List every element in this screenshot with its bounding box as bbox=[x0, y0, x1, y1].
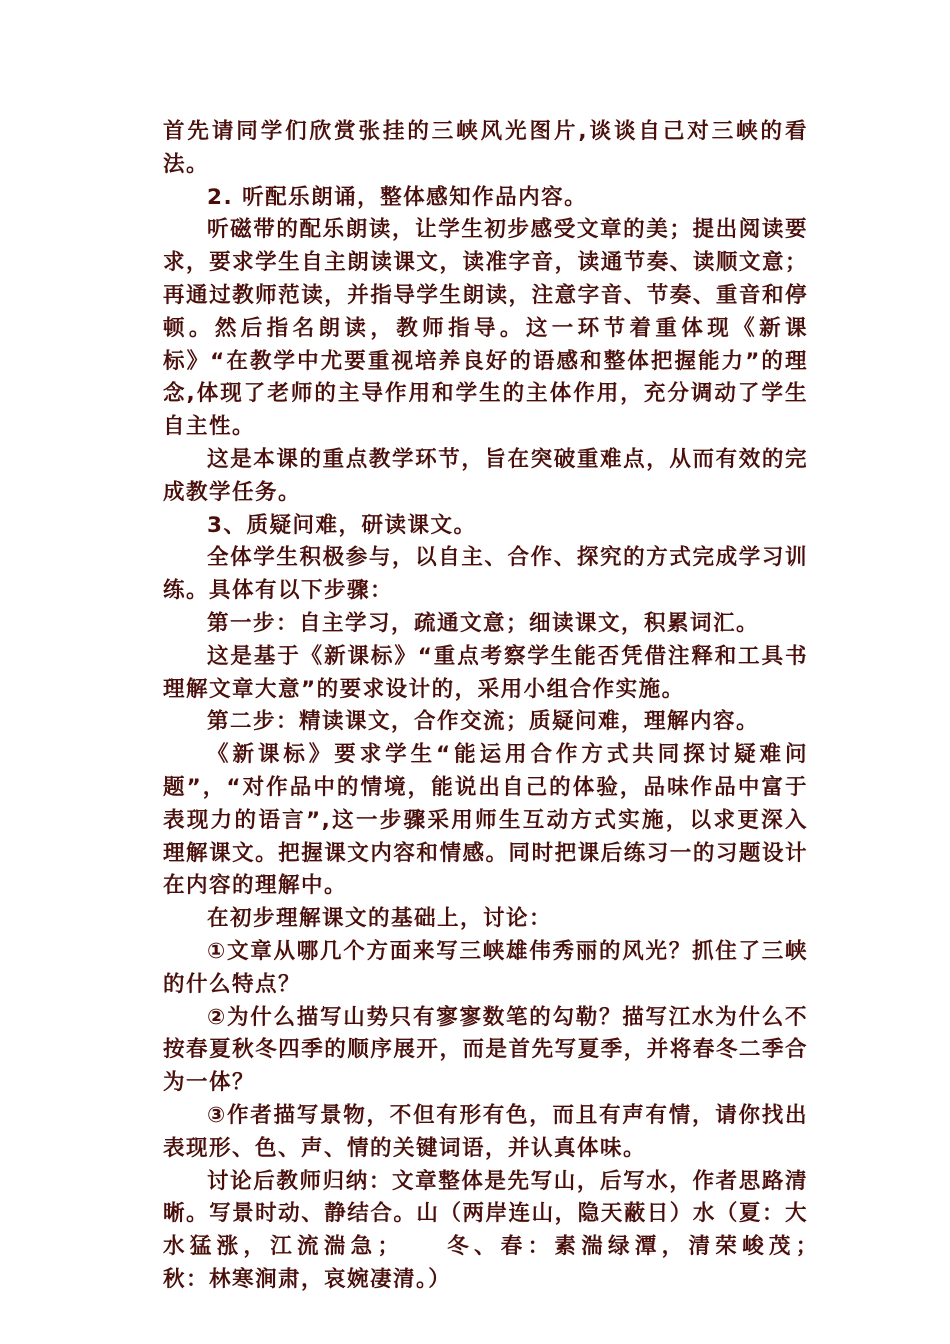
paragraph: 3、质疑问难，研读课文。 bbox=[207, 512, 477, 538]
paragraph: 首先请同学们欣赏张挂的三峡风光图片,谈谈自己对三峡的看法。 bbox=[163, 119, 808, 177]
body-text bbox=[163, 116, 855, 1297]
paragraph: 2. 听配乐朗诵，整体感知作品内容。 bbox=[207, 184, 588, 210]
paragraph: 这是本课的重点教学环节，旨在突破重难点，从而有效的完成教学任务。 bbox=[163, 446, 808, 505]
paragraph: ③作者描写景物，不但有形有色，而且有声有情，请你找出表现形、色、声、情的关键词语，并认真体味。 bbox=[163, 1102, 808, 1161]
paragraph: 第二步：精读课文，合作交流；质疑问难，理解内容。 bbox=[207, 709, 760, 735]
paragraph: 这是基于《新课标》“重点考察学生能否凭借注释和工具书理解文章大意”的要求设计的，采用小组合作实施。 bbox=[163, 643, 808, 702]
paragraph: ②为什么描写山势只有寥寥数笔的勾勒？描写江水为什么不按春夏秋冬四季的顺序展开，而是首先写夏季，并将春冬二季合为一体？ bbox=[163, 1004, 808, 1096]
paragraph: 讨论后教师归纳：文章整体是先写山，后写水，作者思路清晰。写景时动、静结合。山（两岸连山，隐天蔽日）水（夏：大水猛涨，江流湍急； 冬、春：素湍绿潭，清荣峻茂； 秋：林寒涧肃，哀婉凄清。） bbox=[163, 1168, 855, 1292]
paragraph: 第一步：自主学习，疏通文意；细读课文，积累词汇。 bbox=[207, 610, 760, 636]
paragraph: 全体学生积极参与，以自主、合作、探究的方式完成学习训练。具体有以下步骤： bbox=[163, 545, 808, 604]
paragraph: 在初步理解课文的基础上，讨论： bbox=[207, 906, 553, 932]
paragraph: 《新课标》要求学生“能运用合作方式共同探讨疑难问题”，“对作品中的情境，能说出自己的体验，品味作品中富于表现力的语言”,这一步骤采用师生互动方式实施，以求更深入理解课文。把握课文内容和情感。同时把课后练习一的习题设计在内容的理解中。 bbox=[163, 742, 808, 899]
paragraph: ①文章从哪几个方面来写三峡雄伟秀丽的风光？抓住了三峡的什么特点？ bbox=[163, 938, 808, 997]
paragraph: 听磁带的配乐朗读，让学生初步感受文章的美；提出阅读要求，要求学生自主朗读课文，读准字音，读通节奏、读顺文意；再通过教师范读，并指导学生朗读，注意字音、节奏、重音和停顿。然后指名朗读，教师指导。这一环节着重体现《新课标》“在教学中尤要重视培养良好的语感和整体把握能力”的理念,体现了老师的主导作用和学生的主体作用，充分调动了学生自主性。 bbox=[163, 217, 808, 440]
